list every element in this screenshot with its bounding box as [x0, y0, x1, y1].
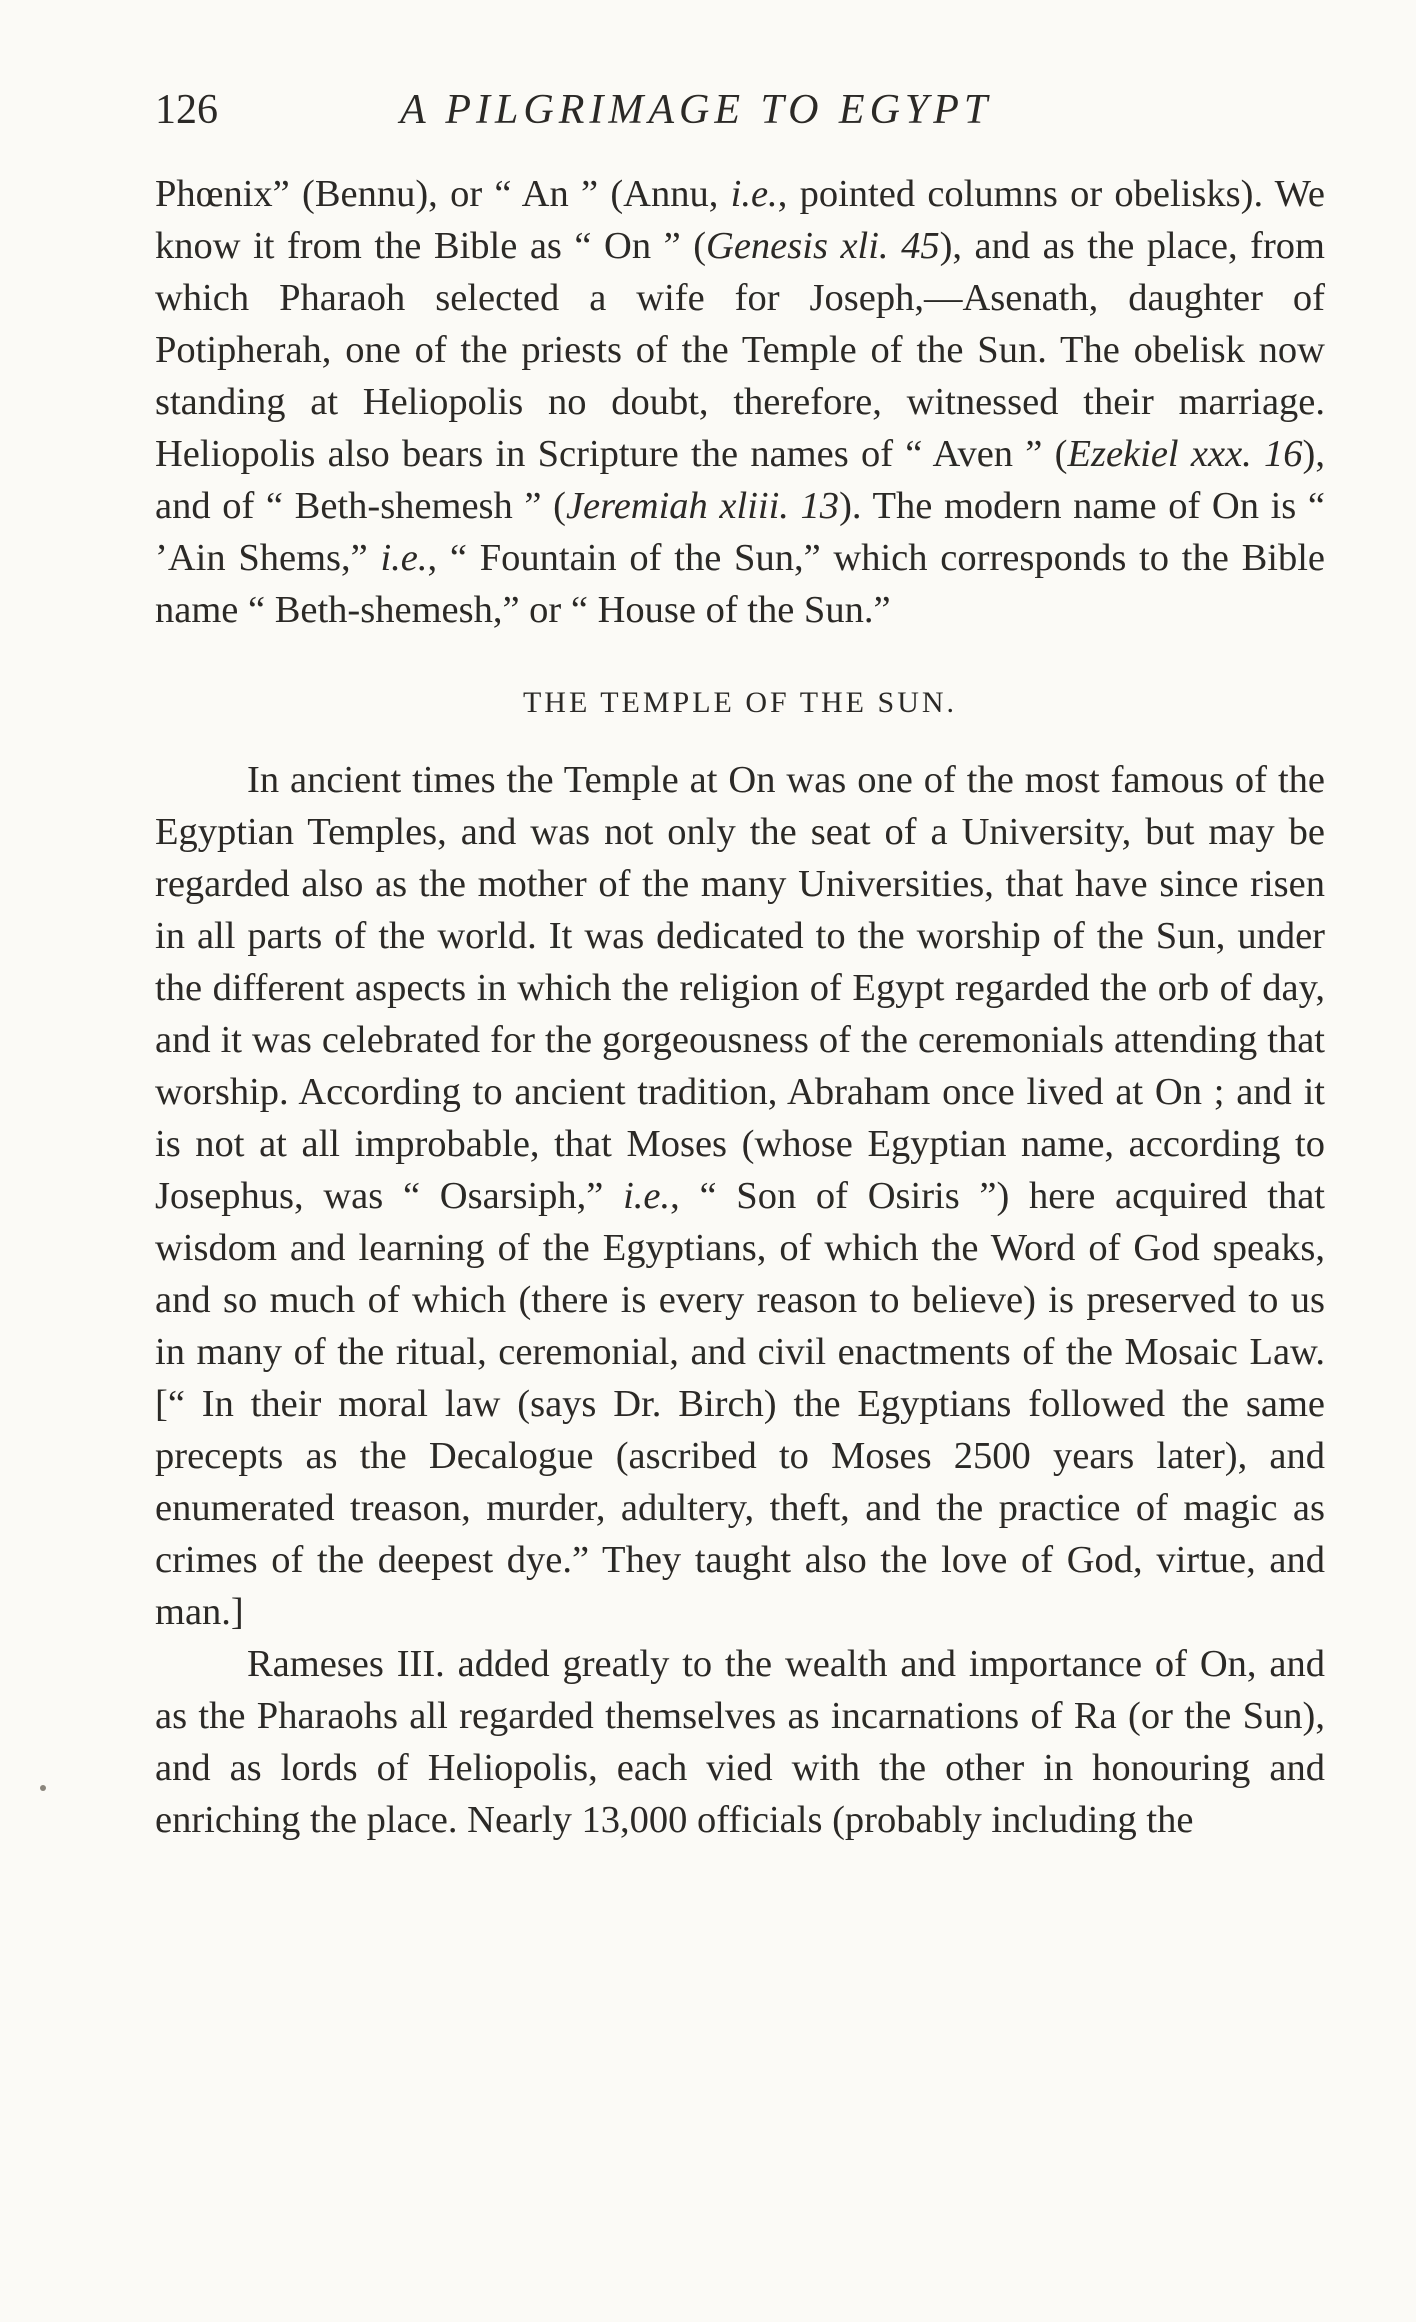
italic-abbreviation: i.e. — [380, 537, 428, 579]
paragraph-bennu — [155, 168, 1325, 636]
book-title: A PILGRIMAGE TO EGYPT — [400, 87, 993, 133]
running-head — [155, 82, 1325, 138]
italic-abbreviation: i.e. — [730, 173, 778, 215]
margin-mark — [40, 1785, 46, 1791]
paragraph-text: ), and of “ Beth-shemesh ” ( — [155, 433, 1325, 527]
paragraph-text: Phœnix” (Bennu), or “ An ” (Annu, — [155, 173, 731, 215]
paragraph-text: , pointed columns or obelisks). We know it from the Bible as “ On ” ( — [155, 173, 1325, 267]
scripture-reference: Ezekiel xxx. 16 — [1067, 433, 1303, 475]
paragraph-text: , “ Son of Osiris ”) here acquired that wisdom and learning of the Egyptians, of which the Word of God speaks, and so much of which (there is every reason to believe) is preserved to us in many of the ritual, ceremonial, and civil enactments of the Mosaic Law. [“ In their moral law (says Dr. Birch) the Egyptians followed the same precepts as the Decalogue (ascribed to Moses 2500 years later), and enumerated treason, murder, adultery, theft, and the practice of magic as crimes of the deepest dye.” They taught also the love of God, virtue, and man.] — [155, 1175, 1325, 1633]
paragraph-temple — [155, 754, 1325, 1638]
scripture-reference: Jeremiah xliii. 13 — [565, 485, 840, 527]
paragraph-text: ). The modern name of On is “ ’Ain Shems,” — [155, 485, 1325, 579]
italic-abbreviation: i.e. — [623, 1175, 671, 1217]
body-text — [155, 168, 1325, 1846]
paragraph-text: , “ Fountain of the Sun,” which corresponds to the Bible name “ Beth-shemesh,” or “ House of the Sun.” — [155, 537, 1325, 631]
scripture-reference: Genesis xli. 45 — [706, 225, 940, 267]
paragraph-rameses: Rameses III. added greatly to the wealth and importance of On, and as the Pharaohs all regarded themselves as incarnations of Ra (or the Sun), and as lords of Heliopolis, each vied with the other in honouring and enriching the place. Nearly 13,000 officials (probably including the — [155, 1643, 1325, 1841]
paragraph-text: ), and as the place, from which Pharaoh selected a wife for Joseph,—Asenath, daughter of Potipherah, one of the priests of the Temple of the Sun. The obelisk now standing at Heliopolis no doubt, therefore, witnessed their marriage. Heliopolis also bears in Scripture the names of “ Aven ” ( — [155, 225, 1325, 475]
page-number: 126 — [155, 87, 218, 133]
section-heading: THE TEMPLE OF THE SUN. — [522, 686, 958, 719]
paragraph-text: In ancient times the Temple at On was one of the most famous of the Egyptian Temples, and was not only the seat of a University, but may be regarded also as the mother of the many Universities, that have since risen in all parts of the world. It was dedicated to the worship of the Sun, under the different aspects in which the religion of Egypt regarded the orb of day, and it was celebrated for the gorgeousness of the ceremonials attending that worship. According to ancient tradition, Abraham once lived at On ; and it is not at all improbable, that Moses (whose Egyptian name, according to Josephus, was “ Osarsiph,” — [155, 759, 1325, 1217]
